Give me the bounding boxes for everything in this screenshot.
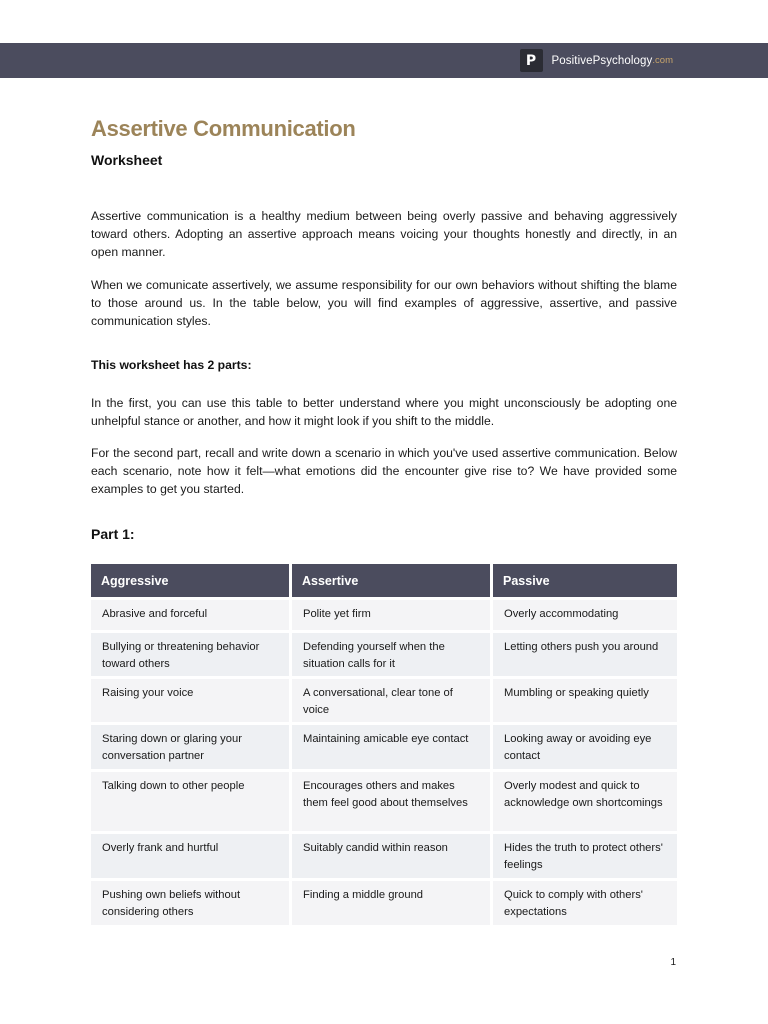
table-row [91,676,677,722]
aggressive-cell: Overly frank and hurtful [91,831,289,878]
aggressive-cell: Raising your voice [91,676,289,722]
passive-cell: Mumbling or speaking quietly [493,676,677,722]
brand[interactable] [520,49,673,72]
table-row [91,769,677,831]
passive-cell: Quick to comply with others' expectations [493,878,677,925]
table-header-row [91,564,677,597]
brand-name: PositivePsychology [551,54,653,67]
intro-paragraph-2: When we comunicate assertively, we assume responsibility for our own behaviors without shifting the blame to those around us. In the table below, you will find examples of aggressive, assertive, and passive communication styles. [91,278,677,329]
brand-logo-icon: P [520,49,543,72]
table-row [91,831,677,878]
assertive-cell: Maintaining amicable eye contact [292,722,490,769]
aggressive-cell: Staring down or glaring your conversation partner [91,722,289,769]
aggressive-cell: Talking down to other people [91,769,289,831]
part-1-heading: Part 1: [91,526,135,542]
part-2-description: For the second part, recall and write down a scenario in which you've used assertive communication. Below each scenario, note how it felt—what emotions did the encounter give rise to? We have provided some examples to get you started. [91,446,677,497]
passive-cell: Looking away or avoiding eye contact [493,722,677,769]
assertive-cell: Defending yourself when the situation calls for it [292,630,490,676]
column-header-assertive: Assertive [292,564,490,597]
column-header-passive: Passive [493,564,677,597]
table-row [91,597,677,630]
page-title: Assertive Communication [91,116,356,141]
assertive-cell: Polite yet firm [292,597,490,630]
communication-styles-table [88,564,680,925]
aggressive-cell: Bullying or threatening behavior toward others [91,630,289,676]
aggressive-cell: Pushing own beliefs without considering others [91,878,289,925]
assertive-cell: A conversational, clear tone of voice [292,676,490,722]
passive-cell: Overly accommodating [493,597,677,630]
table-row [91,878,677,925]
brand-suffix: .com [652,55,673,66]
header-bar [0,43,768,78]
table-row [91,630,677,676]
column-header-aggressive: Aggressive [91,564,289,597]
aggressive-cell: Abrasive and forceful [91,597,289,630]
assertive-cell: Finding a middle ground [292,878,490,925]
page-subtitle: Worksheet [91,152,163,168]
part-1-description: In the first, you can use this table to better understand where you might unconsciously be adopting one unhelpful stance or another, and how it might look if you shift to the middle. [91,396,677,429]
table-row [91,722,677,769]
assertive-cell: Encourages others and makes them feel good about themselves [292,769,490,831]
assertive-cell: Suitably candid within reason [292,831,490,878]
page-number: 1 [670,957,676,968]
passive-cell: Letting others push you around [493,630,677,676]
passive-cell: Overly modest and quick to acknowledge own shortcomings [493,769,677,831]
intro-paragraph-1: Assertive communication is a healthy medium between being overly passive and behaving aggressively toward others. Adopting an assertive approach means voicing your thoughts honestly and directly, in an open manner. [91,209,677,260]
passive-cell: Hides the truth to protect others' feelings [493,831,677,878]
parts-note: This worksheet has 2 parts: [91,358,252,372]
